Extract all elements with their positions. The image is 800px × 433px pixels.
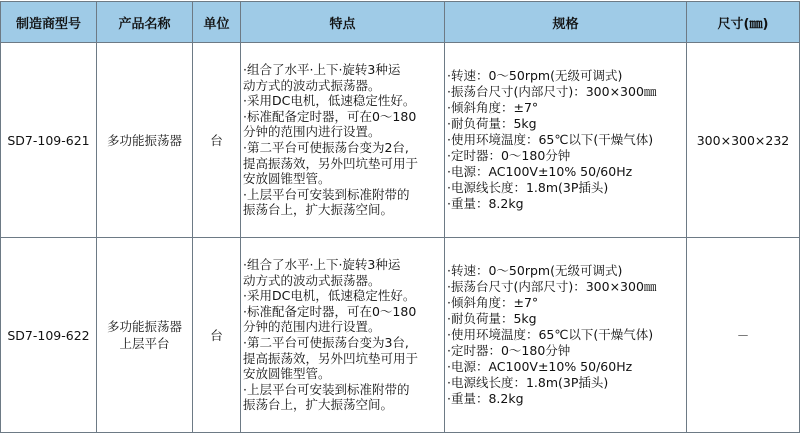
spec-line: ·定时器：0～180分钟 [447, 343, 571, 359]
header-product-name: 产品名称 [97, 2, 193, 43]
spec-line: ·重量：8.2kg [447, 196, 524, 212]
feature-line: 提高振荡效，另外凹坑垫可用于 [243, 350, 419, 366]
feature-line: 振荡台上，扩大振荡空间。 [243, 202, 394, 218]
spec-line: ·电源：AC100V±10% 50/60Hz [447, 164, 633, 180]
product-name-line: 多功能振荡器 [106, 132, 182, 148]
features-cell [241, 238, 445, 433]
size-cell: 300×300×232 [687, 43, 800, 238]
header-row [1, 2, 800, 43]
spec-line: ·定时器：0～180分钟 [447, 148, 571, 164]
spec-line: ·转速：0～50rpm(无级可调式) [447, 67, 623, 83]
spec-line: ·电源：AC100V±10% 50/60Hz [447, 359, 633, 375]
spec-line: ·电源线长度：1.8m(3P插头) [447, 375, 609, 391]
feature-line: ·采用DC电机，低速稳定性好。 [243, 288, 416, 304]
header-model: 制造商型号 [1, 2, 97, 43]
spec-line: ·转速：0～50rpm(无级可调式) [447, 262, 623, 278]
feature-line: ·组合了水平·上下·旋转3种运 [243, 257, 401, 273]
spec-line: ·重量：8.2kg [447, 391, 524, 407]
model-cell: SD7-109-621 [1, 43, 97, 238]
product-name-line: 多功能振荡器 [106, 319, 182, 334]
specs-cell [445, 238, 687, 433]
header-specs: 规格 [445, 2, 687, 43]
feature-line: 分钟的范围内进行设置。 [243, 124, 381, 140]
product-name-line: 上层平台 [119, 336, 170, 351]
spec-line: ·使用环境温度：65℃以下(干燥气体) [447, 131, 654, 147]
feature-line: 动方式的波动式振荡器。 [243, 77, 381, 93]
feature-line: ·组合了水平·上下·旋转3种运 [243, 62, 401, 78]
feature-line: ·上层平台可安装到标准附带的 [243, 381, 410, 397]
unit-cell: 台 [193, 43, 241, 238]
spec-line: ·倾斜角度：±7° [447, 99, 539, 115]
spec-line: ·使用环境温度：65℃以下(干燥气体) [447, 326, 654, 342]
feature-line: 分钟的范围内进行设置。 [243, 319, 381, 335]
feature-line: ·采用DC电机，低速稳定性好。 [243, 93, 416, 109]
unit-cell: 台 [193, 238, 241, 433]
size-cell: － [687, 238, 800, 433]
product-name-cell [97, 238, 193, 433]
header-unit: 单位 [193, 2, 241, 43]
feature-line: 安放圆锥型管。 [243, 366, 331, 382]
table-row [1, 238, 800, 433]
specs-cell [445, 43, 687, 238]
spec-line: ·倾斜角度：±7° [447, 294, 539, 310]
feature-line: ·标准配备定时器，可在0～180 [243, 303, 417, 319]
product-spec-table [0, 1, 800, 433]
model-cell: SD7-109-622 [1, 238, 97, 433]
header-size: 尺寸(㎜) [687, 2, 800, 43]
header-features: 特点 [241, 2, 445, 43]
features-cell [241, 43, 445, 238]
feature-line: 安放圆锥型管。 [243, 171, 331, 187]
feature-line: ·第二平台可使振荡台变为3台, [243, 335, 409, 350]
spec-line: ·振荡台尺寸(内部尺寸)：300×300㎜ [447, 278, 657, 294]
table-row [1, 43, 800, 238]
feature-line: ·上层平台可安装到标准附带的 [243, 186, 410, 202]
feature-line: ·第二平台可使振荡台变为2台, [243, 140, 409, 155]
feature-line: 动方式的波动式振荡器。 [243, 272, 381, 288]
feature-line: 提高振荡效，另外凹坑垫可用于 [243, 155, 419, 171]
spec-line: ·耐负荷量：5kg [447, 310, 537, 326]
spec-line: ·振荡台尺寸(内部尺寸)：300×300㎜ [447, 83, 657, 99]
spec-line: ·耐负荷量：5kg [447, 115, 537, 131]
product-name-cell [97, 43, 193, 238]
feature-line: ·标准配备定时器，可在0～180 [243, 108, 417, 124]
feature-line: 振荡台上，扩大振荡空间。 [243, 397, 394, 413]
spec-line: ·电源线长度：1.8m(3P插头) [447, 180, 609, 196]
